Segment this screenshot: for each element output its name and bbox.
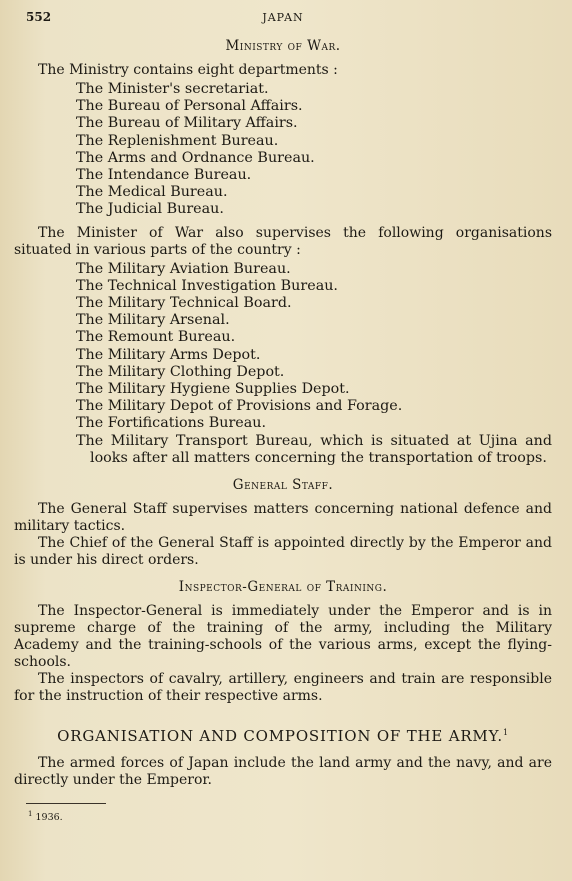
list-item: The Fortifications Bureau.	[76, 415, 267, 432]
list-item: The Military Transport Bureau, which is situated at Ujina and looks after all matters concerning the transportation of troops.	[76, 432, 552, 466]
ministry-heading: Ministry of War.	[225, 38, 341, 54]
page-number: 552	[26, 10, 52, 24]
list-item: The Military Clothing Depot.	[76, 363, 285, 380]
organisation-heading	[14, 727, 552, 745]
general-staff-paragraph: The General Staff supervises matters concerning national defence and military tactics.	[14, 501, 552, 535]
supervision-intro: The Minister of War also supervises the following organisations situated in various parts of the country :	[14, 224, 552, 258]
organisation-heading-text: ORGANISATION AND COMPOSITION OF THE ARMY.	[57, 727, 503, 746]
footnote	[28, 810, 552, 823]
list-item: The Remount Bureau.	[76, 329, 236, 346]
running-title: JAPAN	[262, 11, 304, 24]
footnote-marker: 1	[28, 810, 33, 819]
inspector-paragraph: The Inspector-General is immediately under the Emperor and is in supreme charge of the training of the army, including the Military Academy and the training-schools of the various arms, except the flying-schools.	[14, 603, 552, 671]
list-item: The Replenishment Bureau.	[76, 132, 279, 149]
footnote-text: 1936.	[35, 812, 63, 824]
running-head	[14, 8, 552, 28]
list-item: The Arms and Ordnance Bureau.	[76, 149, 315, 166]
list-item: The Military Hygiene Supplies Depot.	[76, 381, 350, 398]
footnote-rule	[26, 803, 106, 804]
list-item: The Military Technical Board.	[76, 295, 292, 312]
ministry-intro: The Ministry contains eight departments :	[38, 62, 338, 78]
list-item: The Intendance Bureau.	[76, 167, 252, 184]
list-item: The Military Depot of Provisions and Forage.	[76, 398, 403, 415]
list-item: The Bureau of Personal Affairs.	[76, 98, 303, 115]
list-item: The Bureau of Military Affairs.	[76, 115, 298, 132]
list-item: The Military Aviation Bureau.	[76, 260, 291, 277]
list-item: The Judicial Bureau.	[76, 201, 224, 218]
organisation-list	[76, 261, 552, 467]
list-item: The Medical Bureau.	[76, 184, 228, 201]
list-item: The Military Arsenal.	[76, 312, 230, 329]
list-item: The Minister's secretariat.	[76, 81, 269, 97]
organisation-paragraph: The armed forces of Japan include the land army and the navy, and are directly under the Emperor.	[14, 755, 552, 789]
general-staff-paragraph: The Chief of the General Staff is appointed directly by the Emperor and is under his direct orders.	[14, 535, 552, 569]
list-item: The Technical Investigation Bureau.	[76, 277, 338, 294]
inspector-paragraph: The inspectors of cavalry, artillery, engineers and train are responsible for the instruction of their respective arms.	[14, 671, 552, 705]
list-item: The Military Arms Depot.	[76, 346, 261, 363]
footnote-reference: 1	[502, 728, 509, 738]
department-list	[76, 81, 552, 219]
general-staff-heading: General Staff.	[232, 477, 334, 494]
inspector-heading: Inspector-General of Training.	[178, 579, 388, 596]
